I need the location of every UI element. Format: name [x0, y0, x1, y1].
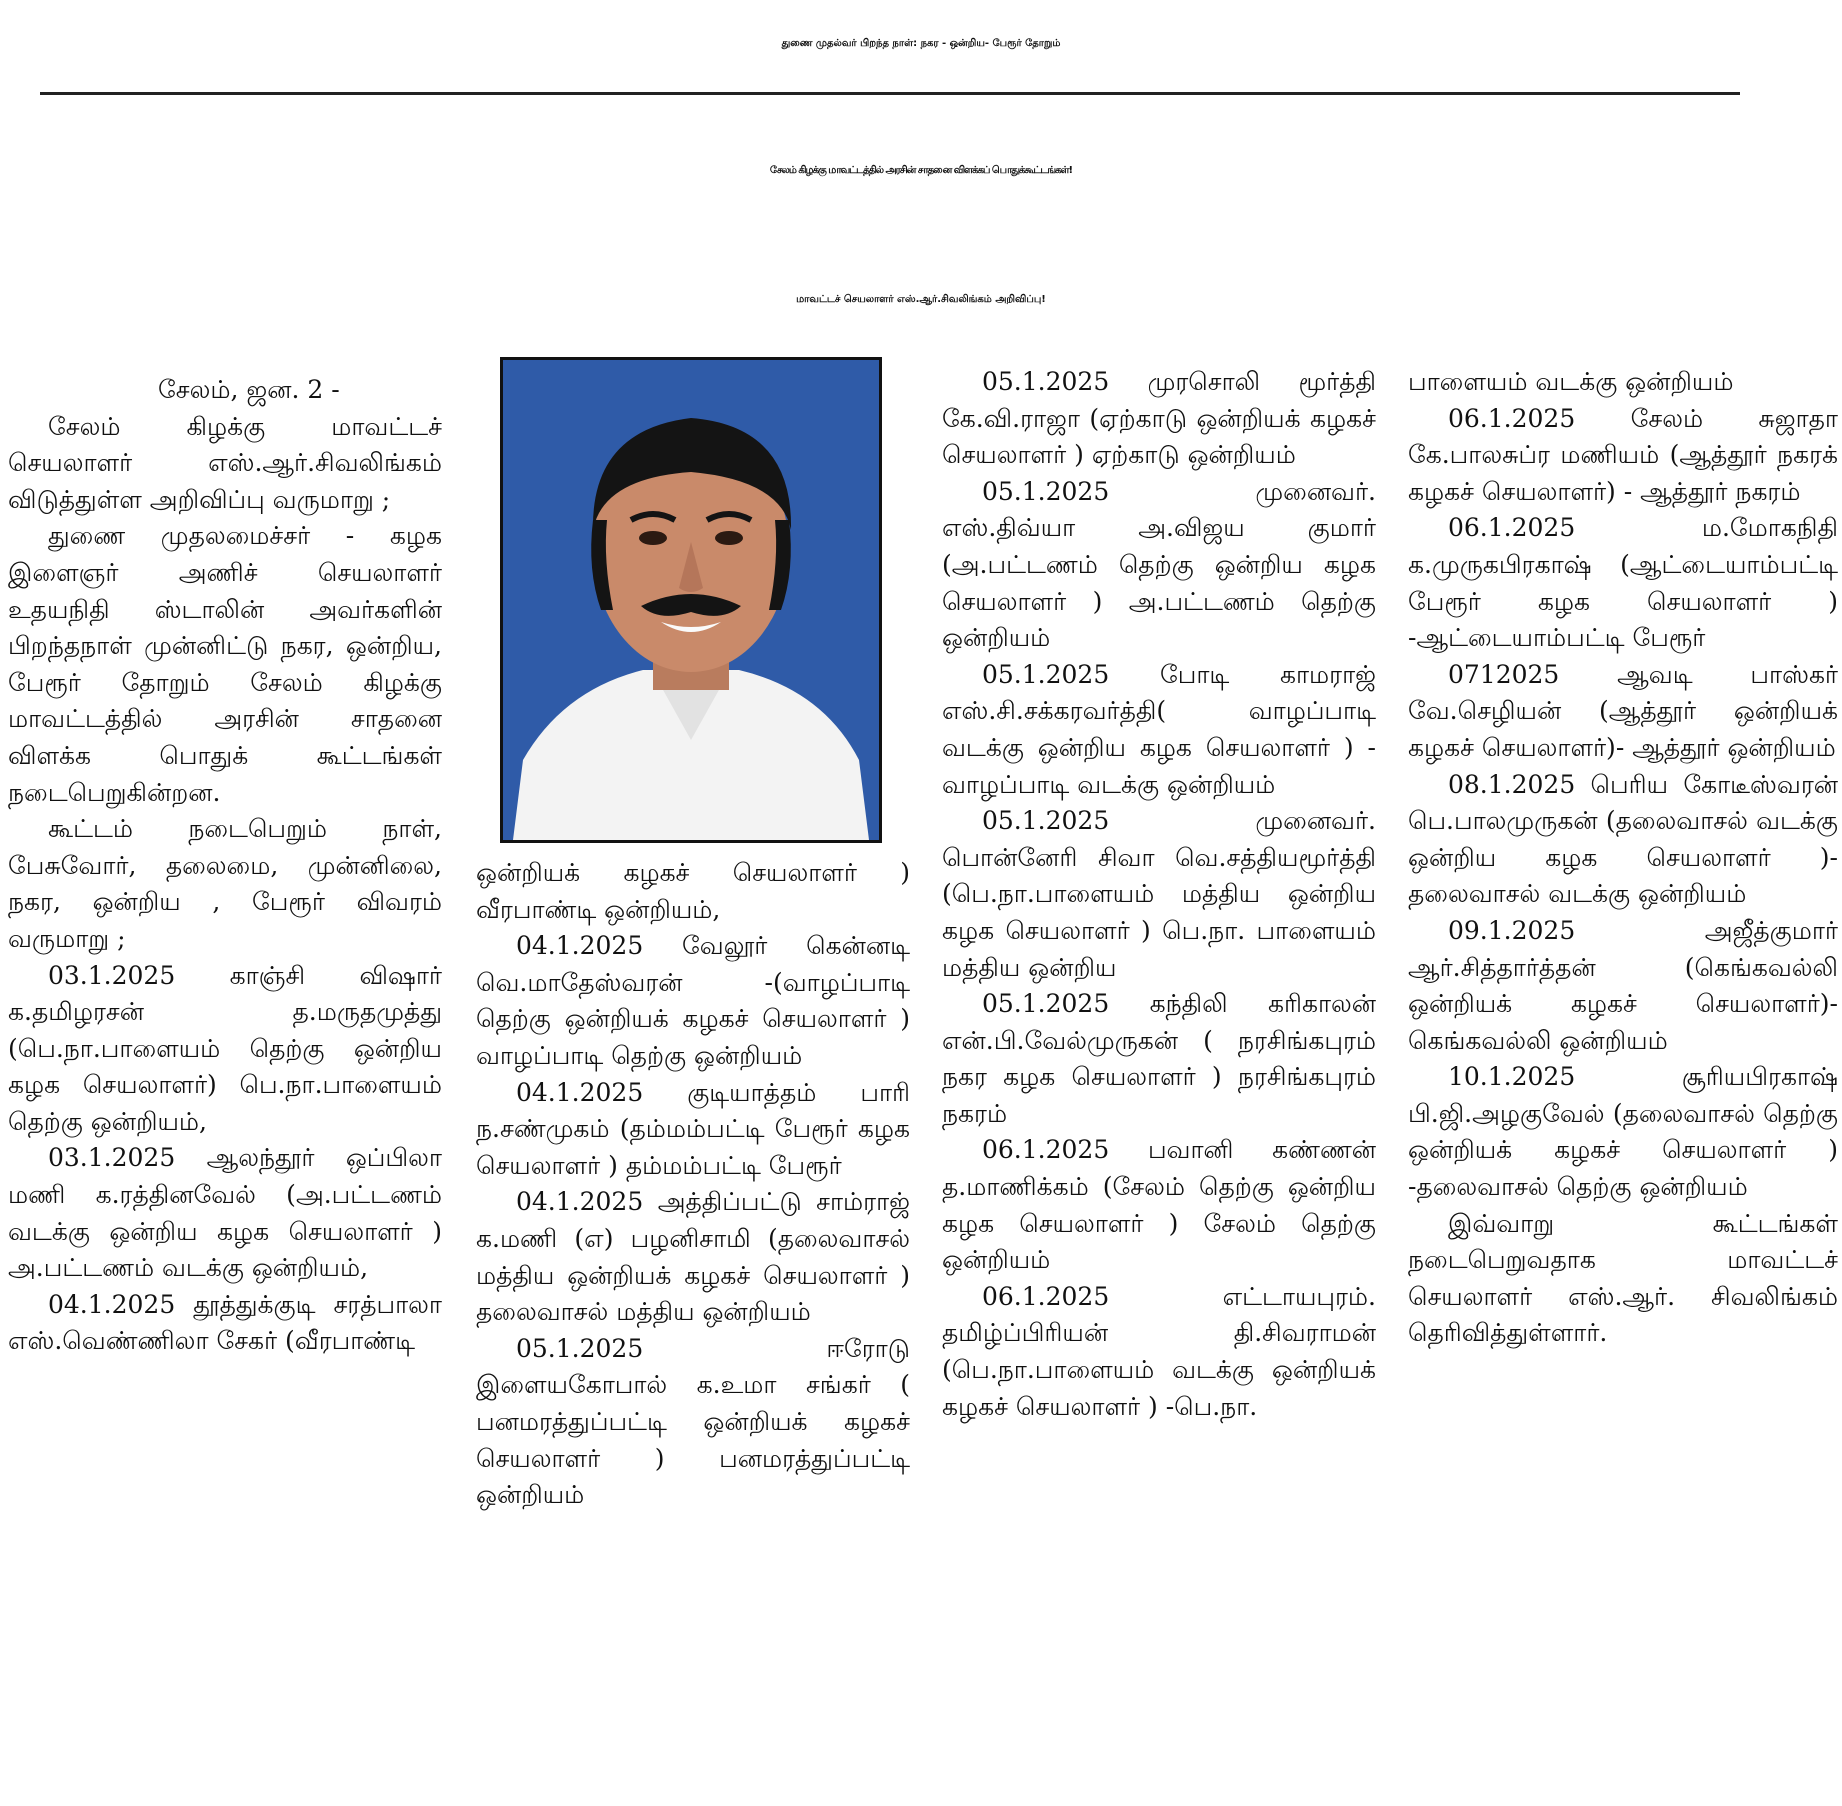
article-column-4: [1408, 364, 1838, 1352]
paragraph: 06.1.2025 சேலம் சுஜாதா கே.பாலசுப்ர மணியம் (ஆத்தூர் நகரக் கழகச் செயலாளர்) - ஆத்தூர் நகரம்: [1408, 403, 1838, 506]
paragraph: இவ்வாறு கூட்டங்கள் நடைபெறுவதாக மாவட்டச் செயலாளர் எஸ்.ஆர். சிவலிங்கம் தெரிவித்துள்ளார்.: [1408, 1208, 1838, 1348]
paragraph: 03.1.2025 ஆலந்தூர் ஒப்பிலா மணி க.ரத்தினவேல் (அ.பட்டணம் வடக்கு ஒன்றிய கழக செயலாளர் ) அ.பட்டணம் வடக்கு ஒன்றியம்,: [8, 1143, 442, 1283]
portrait-photo: [500, 357, 882, 843]
paragraph: 05.1.2025 போடி காமராஜ் எஸ்.சி.சக்கரவர்த்தி( வாழப்பாடி வடக்கு ஒன்றிய கழக செயலாளர் ) - வாழப்பாடி வடக்கு ஒன்றியம்: [942, 659, 1376, 799]
paragraph: 05.1.2025 கந்திலி கரிகாலன் என்.பி.வேல்முருகன் ( நரசிங்கபுரம் நகர கழக செயலாளர் ) நரசிங்கபுரம் நகரம்: [942, 989, 1376, 1128]
main-headline: சேலம் கிழக்கு மாவட்டத்தில் அரசின் சாதனை விளக்கப் பொதுக்கூட்டங்கள்!: [769, 165, 1073, 176]
paragraph: 04.1.2025 குடியாத்தம் பாரி ந.சண்முகம் (தம்மம்பட்டி பேரூர் கழக செயலாளர் ) தம்மம்பட்டி பேரூர்: [476, 1077, 910, 1180]
paragraph: ஒன்றியக் கழகச் செயலாளர் ) வீரபாண்டி ஒன்றியம்,: [476, 858, 910, 924]
paragraph: 08.1.2025 பெரிய கோடீஸ்வரன் பெ.பாலமுருகன் (தலைவாசல் வடக்கு ஒன்றிய கழக செயலாளர் )-தலைவாசல் வடக்கு ஒன்றியம்: [1408, 769, 1838, 909]
paragraph: 04.1.2025 வேலூர் கென்னடி வெ.மாதேஸ்வரன் -(வாழப்பாடி தெற்கு ஒன்றியக் கழகச் செயலாளர் ) வாழப்பாடி தெற்கு ஒன்றியம்: [476, 931, 910, 1070]
paragraph: துணை முதலமைச்சர் - கழக இளைஞர் அணிச் செயலாளர் உதயநிதி ஸ்டாலின் அவர்களின் பிறந்தநாள் முன்னிட்டு நகர, ஒன்றிய, பேரூர் தோறும் சேலம் கிழக்கு மாவட்டத்தில் அரசின் சாதனை விளக்க பொதுக் கூட்டங்கள் நடைபெறுகின்றன.: [8, 521, 442, 807]
paragraph: கூட்டம் நடைபெறும் நாள், பேசுவோர், தலைமை, முன்னிலை, நகர, ஒன்றிய , பேரூர் விவரம் வருமாறு ;: [8, 814, 442, 953]
paragraph: 06.1.2025 எட்டாயபுரம். தமிழ்ப்பிரியன் தி.சிவராமன் (பெ.நா.பாளையம் வடக்கு ஒன்றியக் கழகச் செயலாளர் ) -பெ.நா.: [942, 1281, 1376, 1421]
paragraph: 04.1.2025 தூத்துக்குடி சரத்பாலா எஸ்.வெண்ணிலா சேகர் (வீரபாண்டி: [8, 1289, 442, 1356]
paragraph: 06.1.2025 பவானி கண்ணன் த.மாணிக்கம் (சேலம் தெற்கு ஒன்றிய கழக செயலாளர் ) சேலம் தெற்கு ஒன்றியம்: [942, 1135, 1376, 1275]
paragraph: 05.1.2025 முனைவர். பொன்னேரி சிவா வெ.சத்தியமூர்த்தி (பெ.நா.பாளையம் மத்திய ஒன்றிய கழக செயலாளர் ) பெ.நா. பாளையம் மத்திய ஒன்றிய: [942, 806, 1376, 982]
paragraph: 0712025 ஆவடி பாஸ்கர் வே.செழியன் (ஆத்தூர் ஒன்றியக் கழகச் செயலாளர்)- ஆத்தூர் ஒன்றியம்: [1408, 659, 1838, 762]
paragraph: 05.1.2025 ஈரோடு இளையகோபால் க.உமா சங்கர் ( பனமரத்துப்பட்டி ஒன்றியக் கழகச் செயலாளர் ) பனமரத்துப்பட்டி ஒன்றியம்: [476, 1333, 910, 1510]
article-column-3: [942, 364, 1376, 1425]
article-column-1: [8, 372, 442, 1360]
paragraph: சேலம் கிழக்கு மாவட்டச் செயலாளர் எஸ்.ஆர்.சிவலிங்கம் விடுத்துள்ள அறிவிப்பு வருமாறு ;: [8, 411, 442, 514]
paragraph: 04.1.2025 அத்திப்பட்டு சாம்ராஜ் க.மணி (எ) பழனிசாமி (தலைவாசல் மத்திய ஒன்றியக் கழகச் செயலாளர் ) தலைவாசல் மத்திய ஒன்றியம்: [476, 1187, 910, 1327]
sub-headline: மாவட்டச் செயலாளர் எஸ்.ஆர்.சிவலிங்கம் அறிவிப்பு!: [796, 294, 1046, 305]
paragraph: 10.1.2025 சூரியபிரகாஷ் பி.ஜி.அழகுவேல் (தலைவாசல் தெற்கு ஒன்றியக் கழகச் செயலாளர் ) -தலைவாசல் தெற்கு ஒன்றியம்: [1408, 1062, 1838, 1202]
dateline: சேலம், ஜன. 2 -: [158, 375, 340, 404]
article-column-2: [476, 855, 910, 1514]
paragraph: 06.1.2025 ம.மோகநிதி க.முருகபிரகாஷ் (ஆட்டையாம்பட்டி பேரூர் கழக செயலாளர் ) -ஆட்டையாம்பட்டி பேரூர்: [1408, 513, 1838, 653]
kicker-headline: துணை முதல்வர் பிறந்த நாள்: நகர - ஒன்றிய- பேரூர் தோறும்: [781, 38, 1061, 49]
paragraph: 09.1.2025 அஜீத்குமார் ஆர்.சித்தார்த்தன் (கெங்கவல்லி ஒன்றியக் கழகச் செயலாளர்)- கெங்கவல்லி ஒன்றியம்: [1408, 915, 1838, 1055]
paragraph: 05.1.2025 முனைவர். எஸ்.திவ்யா அ.விஜய குமார் (அ.பட்டணம் தெற்கு ஒன்றிய கழக செயலாளர் ) அ.பட்டணம் தெற்கு ஒன்றியம்: [942, 476, 1376, 653]
paragraph: பாளையம் வடக்கு ஒன்றியம்: [1408, 367, 1734, 396]
divider-rule: [40, 92, 1740, 95]
paragraph: 03.1.2025 காஞ்சி விஷார் க.தமிழரசன் த.மருதமுத்து (பெ.நா.பாளையம் தெற்கு ஒன்றிய கழக செயலாளர்) பெ.நா.பாளையம் தெற்கு ஒன்றியம்,: [8, 960, 442, 1136]
paragraph: 05.1.2025 முரசொலி மூர்த்தி கே.வி.ராஜா (ஏற்காடு ஒன்றியக் கழகச் செயலாளர் ) ஏற்காடு ஒன்றியம்: [942, 367, 1376, 470]
